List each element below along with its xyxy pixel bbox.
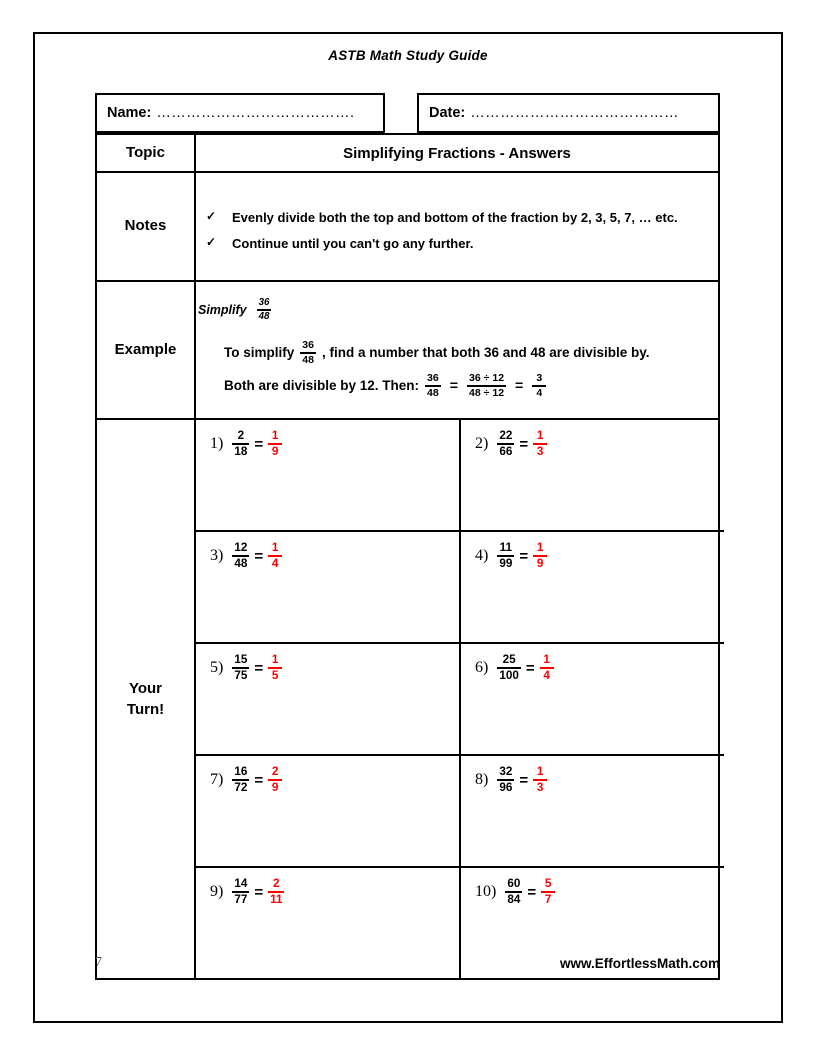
equals-sign: =: [254, 659, 264, 677]
problem-number: 3): [210, 547, 224, 565]
problem-expression: [475, 430, 724, 458]
fraction-denominator: 96: [499, 781, 513, 795]
fraction-numerator: 25: [502, 653, 516, 666]
date-field[interactable]: [417, 93, 720, 133]
fraction-denominator: 84: [507, 893, 521, 907]
problem-expression: [475, 654, 724, 682]
answer-fraction: [268, 878, 284, 906]
equals-sign: =: [449, 377, 459, 394]
example-line2-text: Both are divisible by 12. Then:: [224, 378, 420, 394]
example-solution: [196, 322, 718, 399]
example-row: [96, 281, 719, 419]
problem-cell[interactable]: [196, 420, 460, 531]
problem-number: 8): [475, 771, 489, 789]
question-fraction: [232, 878, 249, 906]
notes-row: [96, 172, 719, 281]
problem-cell[interactable]: [196, 755, 460, 867]
fraction-numerator: 36: [258, 296, 270, 308]
problem-number: 9): [210, 883, 224, 901]
fraction-numerator: 12: [234, 541, 248, 554]
fraction-numerator: 36 ÷ 12: [469, 371, 505, 384]
website-url: www.EffortlessMath.com: [559, 955, 720, 971]
answer-fraction: [533, 542, 547, 570]
example-line2-fraction-2: [467, 373, 506, 399]
problem-expression: [475, 878, 724, 906]
problem-expression: [210, 542, 459, 570]
fraction-denominator: 4: [543, 669, 550, 683]
problem-cell[interactable]: [196, 643, 460, 755]
problem-expression: [210, 430, 459, 458]
equals-sign: =: [519, 771, 529, 789]
problem-number: 5): [210, 659, 224, 677]
note-text: Continue until you can't go any further.: [232, 235, 474, 251]
your-turn-label-line2: Turn!: [126, 701, 165, 718]
your-turn-label: [96, 419, 195, 979]
problem-expression: [210, 766, 459, 794]
problem-row: [196, 755, 724, 867]
fraction-numerator: 1: [536, 765, 544, 778]
example-line2-fraction-3: [532, 373, 546, 399]
problem-cell[interactable]: [460, 755, 724, 867]
check-icon: ✓: [206, 234, 217, 249]
fraction-numerator: 36: [302, 338, 314, 351]
fraction-denominator: 48 ÷ 12: [469, 386, 505, 399]
fraction-denominator: 3: [536, 445, 544, 459]
fraction-denominator: 5: [271, 669, 279, 683]
answer-fraction: [268, 542, 282, 570]
question-fraction: [497, 654, 521, 682]
topic-label: Topic: [96, 134, 195, 172]
fraction-denominator: 77: [234, 893, 248, 907]
topic-row: [96, 134, 719, 172]
answer-fraction: [540, 654, 554, 682]
question-fraction: [232, 766, 249, 794]
problem-expression: [475, 766, 724, 794]
name-field[interactable]: [95, 93, 385, 133]
fraction-numerator: 1: [536, 429, 544, 442]
topic-value: Simplifying Fractions - Answers: [343, 144, 571, 162]
fraction-denominator: 48: [258, 310, 270, 322]
example-line-2: [224, 373, 718, 399]
problem-grid: [196, 420, 724, 978]
question-fraction: [505, 878, 522, 906]
problem-number: 10): [475, 883, 497, 901]
equals-sign: =: [254, 547, 264, 565]
fraction-numerator: 3: [536, 371, 543, 384]
fraction-numerator: 1: [271, 653, 279, 666]
date-dotted-line: ……………………………………: [470, 105, 679, 121]
fraction-numerator: 1: [536, 541, 544, 554]
fraction-denominator: 72: [234, 781, 248, 795]
fraction-denominator: 4: [536, 386, 543, 399]
answer-fraction: [268, 430, 282, 458]
fraction-denominator: 11: [270, 893, 283, 907]
fraction-numerator: 22: [499, 429, 513, 442]
note-text: Evenly divide both the top and bottom of the fraction by 2, 3, 5, 7, … etc.: [232, 210, 678, 226]
example-prompt: [196, 295, 718, 322]
problem-row: [196, 531, 724, 643]
equals-sign: =: [254, 771, 264, 789]
question-fraction: [232, 654, 249, 682]
problem-expression: [210, 878, 459, 906]
equals-sign: =: [519, 435, 529, 453]
name-dotted-line: ………………………………….: [156, 105, 355, 121]
fraction-denominator: 75: [234, 669, 248, 683]
example-label: Example: [96, 281, 195, 419]
topic-value-cell: [195, 134, 719, 172]
example-prompt-fraction: [257, 298, 272, 322]
fraction-denominator: 9: [271, 445, 279, 459]
fraction-denominator: 9: [271, 781, 279, 795]
problem-number: 6): [475, 659, 489, 677]
problem-grid-cell: [195, 419, 719, 979]
note-item: [204, 231, 714, 256]
question-fraction: [497, 430, 514, 458]
example-prompt-word: Simplify: [198, 302, 247, 317]
fraction-numerator: 36: [427, 371, 439, 384]
answer-fraction: [541, 878, 555, 906]
notes-label: Notes: [96, 172, 195, 281]
problem-number: 4): [475, 547, 489, 565]
your-turn-row: [96, 419, 719, 979]
problem-number: 2): [475, 435, 489, 453]
fraction-numerator: 14: [234, 877, 248, 890]
problem-cell[interactable]: [196, 531, 460, 643]
example-line1-text-b: , find a number that both 36 and 48 are divisible by.: [321, 345, 650, 361]
equals-sign: =: [254, 435, 264, 453]
problem-cell[interactable]: [460, 420, 724, 531]
problem-row: [196, 420, 724, 531]
problem-cell[interactable]: [460, 643, 724, 755]
fraction-denominator: 7: [544, 893, 552, 907]
your-turn-label-line1: Your: [128, 680, 163, 697]
notes-list: [196, 197, 718, 256]
problem-expression: [475, 542, 724, 570]
note-item: [204, 205, 714, 230]
question-fraction: [497, 766, 514, 794]
fraction-numerator: 5: [544, 877, 552, 890]
fraction-denominator: 100: [499, 669, 519, 683]
answer-fraction: [533, 430, 547, 458]
equals-sign: =: [519, 547, 529, 565]
fraction-denominator: 48: [302, 353, 314, 366]
question-fraction: [232, 542, 249, 570]
notes-content-cell: [195, 172, 719, 281]
document-title: ASTB Math Study Guide: [328, 48, 488, 63]
example-line-1: [224, 340, 718, 366]
example-line2-fraction-1: [425, 373, 441, 399]
example-line1-text-a: To simplify: [224, 345, 295, 361]
answer-fraction: [268, 654, 282, 682]
date-label: Date:: [429, 105, 466, 121]
fraction-numerator: 2: [273, 877, 280, 890]
fraction-numerator: 2: [271, 765, 279, 778]
problem-expression: [210, 654, 459, 682]
check-icon: ✓: [206, 209, 217, 224]
name-date-row: [95, 93, 720, 133]
answer-fraction: [533, 766, 547, 794]
fraction-numerator: 32: [499, 765, 513, 778]
equals-sign: =: [525, 659, 535, 677]
fraction-numerator: 1: [271, 429, 279, 442]
fraction-denominator: 48: [427, 386, 439, 399]
fraction-numerator: 60: [507, 877, 521, 890]
page-number: 7: [95, 955, 102, 970]
fraction-denominator: 99: [499, 557, 513, 571]
problem-number: 1): [210, 435, 224, 453]
name-label: Name:: [107, 105, 152, 121]
problem-row: [196, 643, 724, 755]
equals-sign: =: [515, 377, 524, 394]
fraction-numerator: 1: [543, 653, 550, 666]
fraction-numerator: 15: [234, 653, 248, 666]
fraction-numerator: 2: [237, 429, 245, 442]
fraction-numerator: 1: [271, 541, 279, 554]
example-line1-fraction: [300, 340, 316, 366]
fraction-denominator: 66: [499, 445, 513, 459]
question-fraction: [232, 430, 249, 458]
page-footer: [95, 955, 720, 971]
fraction-denominator: 18: [234, 445, 248, 459]
problem-number: 7): [210, 771, 224, 789]
fraction-denominator: 4: [271, 557, 279, 571]
question-fraction: [497, 542, 514, 570]
fraction-numerator: 11: [499, 541, 513, 554]
fraction-denominator: 9: [536, 557, 544, 571]
fraction-denominator: 3: [536, 781, 544, 795]
answer-fraction: [268, 766, 282, 794]
fraction-denominator: 48: [234, 557, 248, 571]
example-content-cell: [195, 281, 719, 419]
fraction-numerator: 16: [234, 765, 248, 778]
equals-sign: =: [527, 883, 537, 901]
equals-sign: =: [254, 883, 264, 901]
problem-cell[interactable]: [460, 531, 724, 643]
worksheet-table: [95, 133, 720, 980]
